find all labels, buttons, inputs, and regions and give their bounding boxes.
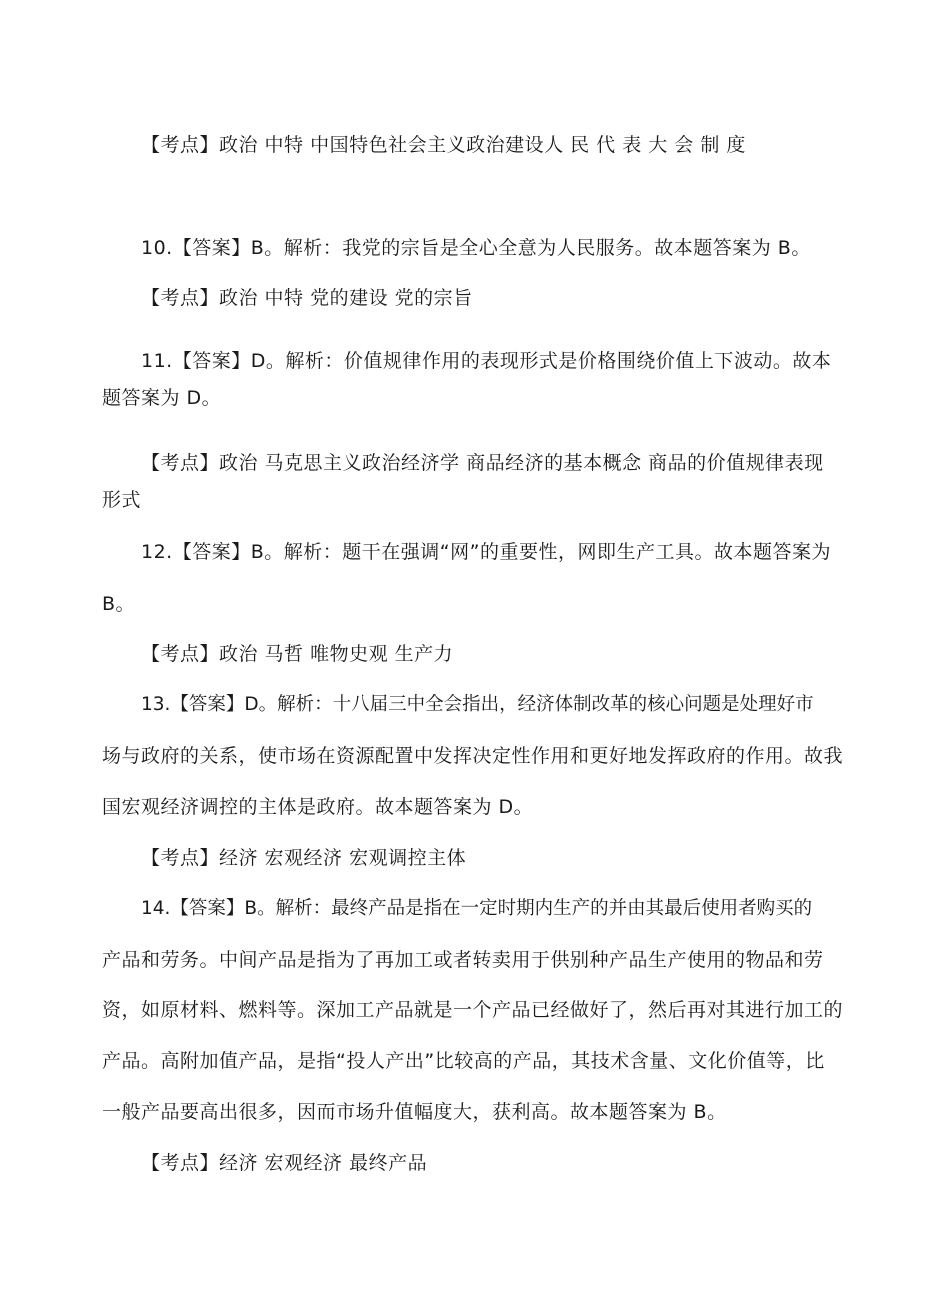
kaodian-line-10: 【考点】政治 中特 党的建设 党的宗旨	[141, 287, 473, 309]
kaodian-line-13: 【考点】经济 宏观经济 宏观调控主体	[141, 847, 467, 869]
kaodian-line-14: 【考点】经济 宏观经济 最终产品	[141, 1152, 428, 1174]
answer-10-line: 10.【答案】B。解析：我党的宗旨是全心全意为人民服务。故本题答案为 B。	[141, 237, 811, 259]
answer-12-line-2: B。	[102, 593, 136, 615]
answer-14-line-3: 资，如原材料、燃料等。深加工产品就是一个产品已经做好了，然后再对其进行加工的	[102, 999, 844, 1021]
answer-14-line-1: 14.【答案】B。解析：最终产品是指在一定时期内生产的并由其最后使用者购买的	[141, 898, 813, 919]
answer-14-line-4: 产品。高附加值产品，是指“投人产出”比较高的产品，其技术含量、文化价值等，比	[102, 1050, 825, 1072]
kaodian-line-11-1: 【考点】政治 马克思主义政治经济学 商品经济的基本概念 商品的价值规律表现	[141, 452, 824, 474]
answer-11-line-2: 题答案为 D。	[102, 387, 222, 409]
answer-14-line-5: 一般产品要高出很多，因而市场升值幅度大，获利高。故本题答案为 B。	[102, 1101, 727, 1123]
answer-12-line-1: 12.【答案】B。解析：题干在强调“网”的重要性，网即生产工具。故本题答案为	[141, 541, 831, 563]
answer-14-line-2: 产品和劳务。中间产品是指为了再加工或者转卖用于供别种产品生产使用的物品和劳	[102, 949, 824, 971]
answer-13-line-3: 国宏观经济调控的主体是政府。故本题答案为 D。	[102, 796, 534, 818]
kaodian-line-12: 【考点】政治 马哲 唯物史观 生产力	[141, 643, 454, 665]
kaodian-line-9: 【考点】政治 中特 中国特色社会主义政治建设人 民 代 表 大 会 制 度	[141, 134, 746, 156]
answer-13-line-1: 13.【答案】D。解析：十八届三中全会指出，经济体制改革的核心问题是处理好市	[141, 694, 814, 715]
kaodian-line-11-2: 形式	[102, 489, 142, 511]
answer-11-line-1: 11.【答案】D。解析：价值规律作用的表现形式是价格围绕价值上下波动。故本	[141, 350, 832, 372]
answer-13-line-2: 场与政府的关系，使市场在资源配置中发挥决定性作用和更好地发挥政府的作用。故我	[102, 745, 844, 767]
